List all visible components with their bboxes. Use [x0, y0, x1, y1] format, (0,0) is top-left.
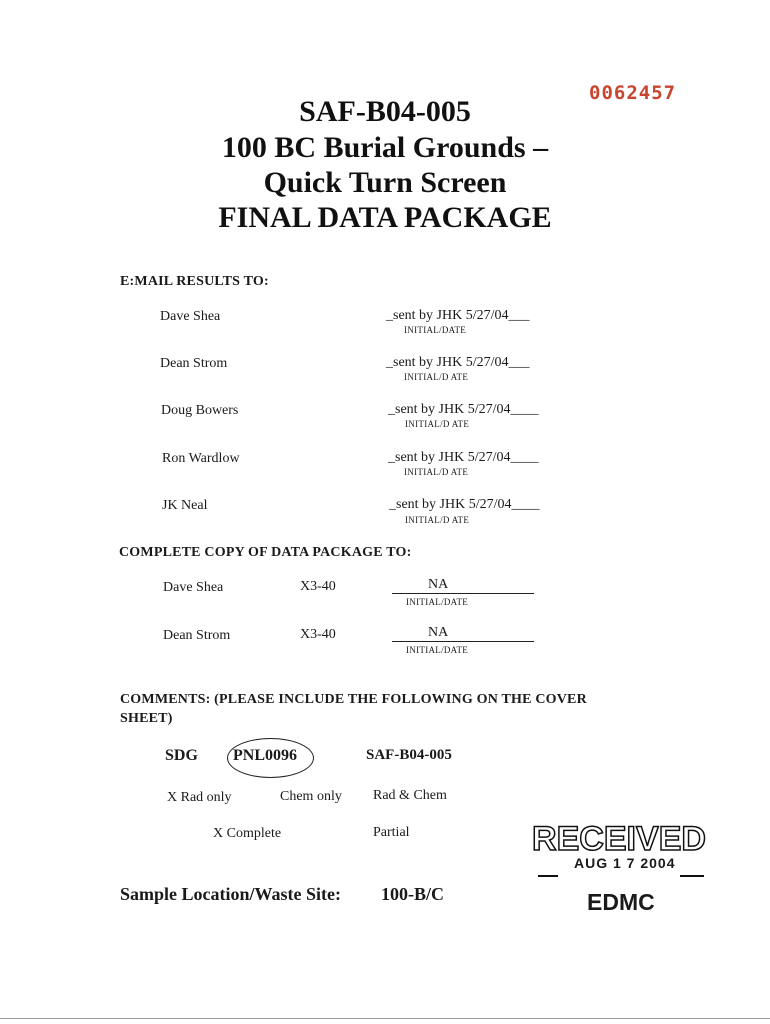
chem-only-option: Chem only	[280, 789, 342, 804]
copy-recipient-location: X3-40	[300, 579, 336, 594]
rad-chem-option: Rad & Chem	[373, 788, 447, 803]
email-sent-note: _sent by JHK 5/27/04____	[389, 497, 540, 512]
email-recipient-name: Dave Shea	[160, 309, 221, 324]
initial-date-label: INITIAL/DATE	[404, 325, 467, 335]
copy-recipient-name: Dave Shea	[163, 580, 224, 595]
email-recipient-name: Doug Bowers	[161, 403, 239, 418]
rad-only-option: X Rad only	[167, 790, 232, 805]
copy-recipient-name: Dean Strom	[163, 628, 231, 643]
sdg-label: SDG	[165, 747, 198, 764]
email-sent-note: _sent by JHK 5/27/04____	[388, 450, 539, 465]
initial-date-label: INITIAL/DATE	[406, 645, 469, 655]
title-line-2: 100 BC Burial Grounds –	[221, 131, 549, 164]
received-stamp-org: EDMC	[587, 889, 655, 915]
copy-recipient-location: X3-40	[300, 627, 336, 642]
sample-location-value: 100-B/C	[381, 884, 444, 904]
email-recipient-name: Ron Wardlow	[162, 451, 240, 466]
copy-section-heading: COMPLETE COPY OF DATA PACKAGE TO:	[119, 545, 412, 560]
sdg-package: SAF-B04-005	[366, 747, 452, 763]
email-sent-note: _sent by JHK 5/27/04___	[386, 308, 530, 323]
comments-line-1: COMMENTS: (PLEASE INCLUDE THE FOLLOWING ON THE COVER	[120, 692, 587, 707]
initial-date-label: INITIAL/D ATE	[404, 372, 469, 382]
copy-initial-date-field	[392, 625, 534, 643]
email-recipient-name: JK Neal	[162, 498, 208, 513]
title-line-1: SAF-B04-005	[299, 95, 471, 128]
initial-date-label: INITIAL/D ATE	[405, 515, 470, 525]
title-line-3: Quick Turn Screen	[263, 166, 507, 199]
copy-initial-date-field	[392, 577, 534, 595]
complete-option: X Complete	[213, 826, 282, 841]
initial-date-label: INITIAL/D ATE	[405, 419, 470, 429]
received-stamp-date: AUG 1 7 2004	[574, 855, 676, 871]
copy-na-value: NA	[428, 577, 449, 592]
initial-date-label: INITIAL/DATE	[406, 597, 469, 607]
received-stamp-word: RECEIVED	[532, 820, 706, 858]
page-bottom-rule	[0, 1018, 770, 1019]
copy-na-value: NA	[428, 625, 449, 640]
email-sent-note: _sent by JHK 5/27/04____	[388, 402, 539, 417]
title-line-4: FINAL DATA PACKAGE	[218, 201, 552, 234]
email-recipient-name: Dean Strom	[160, 356, 228, 371]
comments-line-2: SHEET)	[120, 711, 173, 726]
sdg-value: PNL0096	[233, 747, 297, 764]
email-section-heading: E:MAIL RESULTS TO:	[120, 274, 269, 289]
sample-location-label: Sample Location/Waste Site:	[120, 884, 341, 904]
document-number: 0062457	[589, 82, 677, 104]
partial-option: Partial	[373, 825, 410, 840]
initial-date-label: INITIAL/D ATE	[404, 467, 469, 477]
email-sent-note: _sent by JHK 5/27/04___	[386, 355, 530, 370]
